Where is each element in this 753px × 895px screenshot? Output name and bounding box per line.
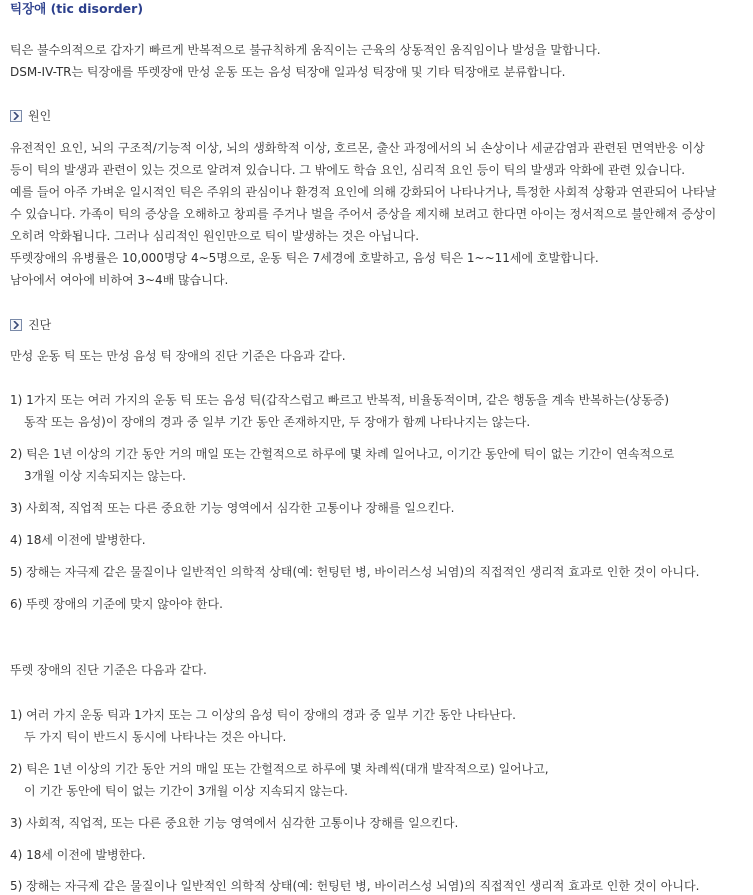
section-heading-cause <box>10 108 51 124</box>
criterion-line: 1) 1가지 또는 여러 가지의 운동 틱 또는 음성 틱(갑작스럽고 빠르고 반복적, 비율동적이며, 같은 행동을 계속 반복하는(상동증) <box>10 393 670 407</box>
page-title: 틱장애 (tic disorder) <box>10 1 144 16</box>
diagnosis-intro: 뚜렛 장애의 진단 기준은 다음과 같다. <box>10 663 207 677</box>
criterion-continuation: 이 기간 동안에 틱이 없는 기간이 3개월 이상 지속되지 않는다. <box>24 784 348 798</box>
criterion-line: 3) 사회적, 직업적 또는 다른 중요한 기능 영역에서 심각한 고통이나 장해를 일으킨다. <box>10 501 455 515</box>
criterion-line: 4) 18세 이전에 발병한다. <box>10 848 146 862</box>
cause-line: 수 있습니다. 가족이 틱의 증상을 오해하고 창피를 주거나 벌을 주어서 증상을 제지해 보려고 한다면 아이는 정서적으로 불안해져 증상이 <box>10 207 717 221</box>
criterion-continuation: 동작 또는 음성)이 장애의 경과 중 일부 기간 동안 존재하지만, 두 장애가 함께 나타나지는 않는다. <box>24 415 531 429</box>
cause-line: 오히려 악화됩니다. 그러나 심리적인 원인만으로 틱이 발생하는 것은 아닙니다. <box>10 229 420 243</box>
arrow-bullet-icon <box>10 110 22 122</box>
criterion-continuation: 3개월 이상 지속되지는 않는다. <box>24 469 186 483</box>
criterion-line: 4) 18세 이전에 발병한다. <box>10 533 146 547</box>
section-heading-label: 원인 <box>28 109 52 123</box>
diagnosis-intro: 만성 운동 틱 또는 만성 음성 틱 장애의 진단 기준은 다음과 같다. <box>10 349 346 363</box>
criterion-line: 1) 여러 가지 운동 틱과 1가지 또는 그 이상의 음성 틱이 장애의 경과 중 일부 기간 동안 나타난다. <box>10 708 516 722</box>
intro-line: DSM-IV-TR는 틱장애를 뚜렛장애 만성 운동 또는 음성 틱장애 일과성 틱장애 및 기타 틱장애로 분류합니다. <box>10 65 566 79</box>
cause-line: 예를 들어 아주 가벼운 일시적인 틱은 주위의 관심이나 환경적 요인에 의해 강화되어 나타나거나, 특정한 사회적 상황과 연관되어 나타날 <box>10 185 717 199</box>
cause-line: 뚜렛장애의 유병률은 10,000명당 4~5명으로, 운동 틱은 7세경에 호발하고, 음성 틱은 1~~11세에 호발합니다. <box>10 251 599 265</box>
criterion-line: 5) 장해는 자극제 같은 물질이나 일반적인 의학적 상태(예: 헌팅턴 병, 바이러스성 뇌염)의 직접적인 생리적 효과로 인한 것이 아니다. <box>10 565 700 579</box>
cause-line: 남아에서 여아에 비하여 3~4배 많습니다. <box>10 273 229 287</box>
criterion-line: 3) 사회적, 직업적, 또는 다른 중요한 기능 영역에서 심각한 고통이나 장해를 일으킨다. <box>10 816 459 830</box>
criterion-continuation: 두 가지 틱이 반드시 동시에 나타나는 것은 아니다. <box>24 730 287 744</box>
cause-line: 유전적인 요인, 뇌의 구조적/기능적 이상, 뇌의 생화학적 이상, 호르몬, 출산 과정에서의 뇌 손상이나 세균감염과 관련된 면역반응 이상 <box>10 141 705 155</box>
section-heading-label: 진단 <box>28 318 52 332</box>
cause-line: 등이 틱의 발생과 관련이 있는 것으로 알려져 있습니다. 그 밖에도 학습 요인, 심리적 요인 등이 틱의 발생과 악화에 관련 있습니다. <box>10 163 686 177</box>
section-heading-diagnosis <box>10 317 51 333</box>
intro-line: 틱은 불수의적으로 갑자기 빠르게 반복적으로 불규칙하게 움직이는 근육의 상동적인 움직임이나 발성을 말합니다. <box>10 43 601 57</box>
criterion-line: 5) 장해는 자극제 같은 물질이나 일반적인 의학적 상태(예: 헌팅턴 병, 바이러스성 뇌염)의 직접적인 생리적 효과로 인한 것이 아니다. <box>10 879 700 893</box>
criterion-line: 6) 뚜렛 장애의 기준에 맞지 않아야 한다. <box>10 597 223 611</box>
arrow-bullet-icon <box>10 319 22 331</box>
criterion-line: 2) 틱은 1년 이상의 기간 동안 거의 매일 또는 간헐적으로 하루에 몇 차례 일어나고, 이기간 동안에 틱이 없는 기간이 연속적으로 <box>10 447 675 461</box>
criterion-line: 2) 틱은 1년 이상의 기간 동안 거의 매일 또는 간헐적으로 하루에 몇 차례씩(대개 발작적으로) 일어나고, <box>10 762 549 776</box>
